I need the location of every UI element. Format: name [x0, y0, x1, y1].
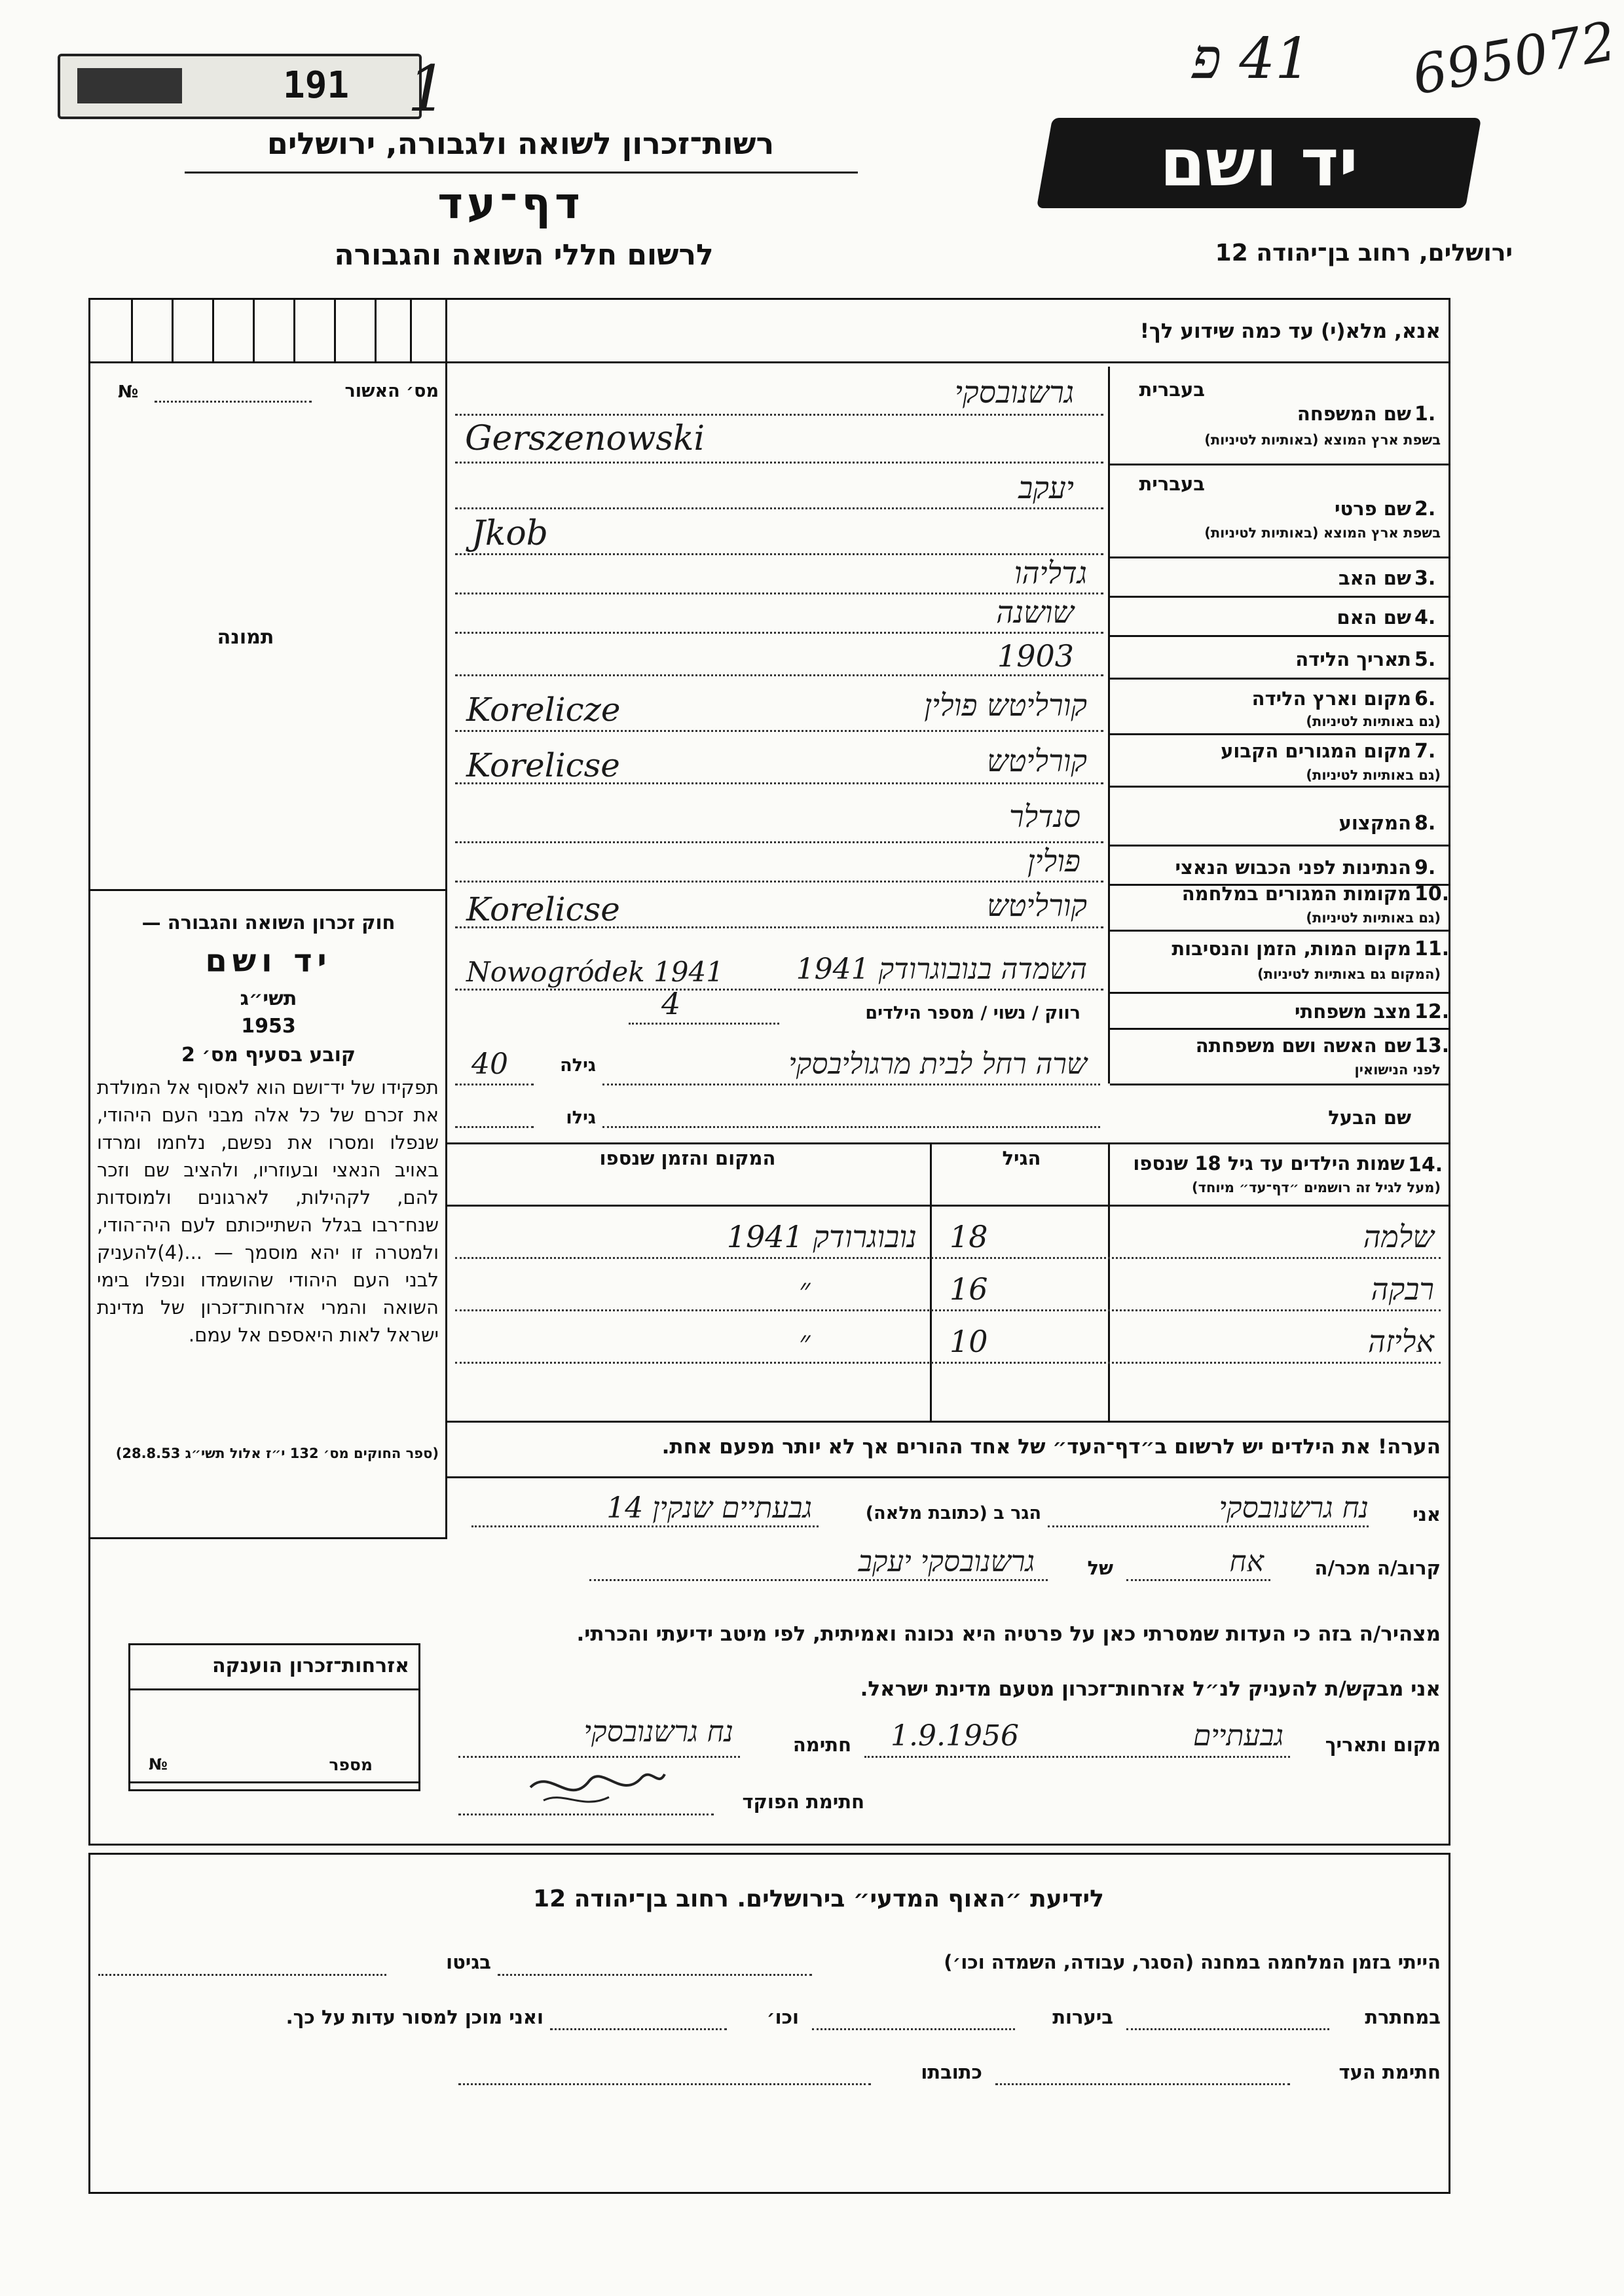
- field-1-he-line: [455, 414, 1103, 416]
- officer-signature-line: [458, 1813, 714, 1815]
- field-12-options: רווק / נשוי / מספר הילדים: [865, 1003, 1080, 1023]
- child-1-name: שלמה: [1363, 1219, 1434, 1254]
- declarant-name: נח גרשנובסקי: [1219, 1491, 1369, 1525]
- bottom-etc: וכו׳: [766, 2006, 799, 2028]
- field-7-label: מקום המגורים הקבוע: [1221, 740, 1411, 762]
- label-row-rule: [1110, 678, 1450, 680]
- field-1-sub: בשפת ארץ המוצא (באותיות לטיניות): [1204, 432, 1441, 448]
- photo-area-bottom: [88, 889, 447, 891]
- child-3-place: ״: [799, 1324, 811, 1359]
- citizenship-box: [128, 1643, 420, 1791]
- field-11-number: 11.: [1414, 938, 1450, 960]
- code-box-divider: [253, 298, 255, 361]
- label-row-rule: [1110, 596, 1450, 598]
- left-column-bottom: [88, 1537, 447, 1539]
- bottom-address-line: [458, 2083, 871, 2085]
- bottom-underground: במחתרת: [1365, 2006, 1441, 2028]
- declarant-of-line: [589, 1579, 1048, 1581]
- bottom-etc-line: [550, 2028, 727, 2030]
- field-1-label: שם המשפחה: [1297, 403, 1411, 425]
- code-boxes-bottom: [88, 361, 447, 363]
- field-10-label: מקומות המגורים במלחמה: [1181, 883, 1411, 905]
- children-table-bottom: [447, 1421, 1449, 1423]
- label-row-rule: [1110, 1084, 1450, 1085]
- bottom-title: לידיעת ״האוף המדעי״ בירושלים. רחוב בן־יהודה 12: [533, 1886, 1104, 1912]
- citizenship-number-rule: [130, 1781, 418, 1783]
- code-box-divider: [212, 298, 214, 361]
- declarant-name-line: [1048, 1525, 1369, 1527]
- child-2-place: ״: [799, 1271, 811, 1307]
- label-row-rule: [1110, 635, 1450, 637]
- children-table-top: [447, 1142, 1449, 1144]
- declarant-date: 1.9.1956: [891, 1719, 1019, 1753]
- field-3-value: גדליהו: [1014, 555, 1087, 591]
- bottom-forests: ביערות: [1052, 2006, 1113, 2028]
- child-1-age: 18: [950, 1219, 988, 1254]
- field-7-number: 7.: [1414, 740, 1436, 763]
- bottom-ghetto: בגיטו: [446, 1951, 491, 1973]
- field-8-label: המקצוע: [1338, 812, 1411, 834]
- label-row-rule: [1110, 930, 1450, 932]
- field-4-value: שושנה: [996, 594, 1074, 630]
- code-box-divider: [293, 298, 295, 361]
- frame-top: [88, 298, 1450, 300]
- declarant-relation-line: [1126, 1579, 1270, 1581]
- bottom-witness-line: [995, 2083, 1290, 2085]
- children-label: שמות הילדים עד גיל 18 שנספו: [1133, 1152, 1405, 1175]
- code-box-divider: [172, 298, 174, 361]
- citizenship-title-rule: [130, 1688, 418, 1690]
- frame-bottom: [88, 1844, 1450, 1846]
- field-6-sub: (גם באותיות לטיניות): [1306, 714, 1441, 729]
- field-2-value-lat: Jkob: [471, 514, 548, 553]
- declarant-lives-label: הגר ב (כתובת מלאה): [865, 1503, 1041, 1523]
- husband-age-label: גילו: [566, 1108, 596, 1128]
- form-title: דף־עד: [437, 178, 584, 228]
- husband-line: [602, 1126, 1100, 1128]
- frame-right: [1449, 298, 1450, 1846]
- field-7-sub: (גם באותיות לטיניות): [1306, 767, 1441, 783]
- field-6-label: מקום וארץ הלידה: [1251, 687, 1411, 710]
- husband-age-line: [455, 1126, 534, 1128]
- children-row-line: [455, 1257, 1441, 1259]
- child-3-age: 10: [950, 1324, 988, 1359]
- declarant-relation-label: קרוב/ה מכר/ה: [1314, 1557, 1441, 1579]
- declarant-i: אני: [1412, 1503, 1441, 1525]
- authority-title: רשות־זכרון לשואה ולגבורה, ירושלים: [267, 126, 775, 161]
- field-12-number: 12.: [1414, 1000, 1450, 1023]
- declarant-of-label: של: [1087, 1557, 1113, 1579]
- field-9-value: פולין: [1027, 843, 1080, 879]
- page-marker: 1: [407, 52, 448, 126]
- field-5-line: [455, 674, 1103, 676]
- logo-text: יד ושם: [1160, 124, 1359, 201]
- citizenship-number-label: מספר: [329, 1755, 373, 1774]
- field-12-value: 4: [661, 986, 681, 1021]
- declarant-address-line: [471, 1525, 819, 1527]
- frame-left: [88, 298, 90, 1846]
- declarant-relation: אח: [1229, 1545, 1264, 1578]
- approval-label: מס׳ האשור: [344, 381, 439, 401]
- children-header-rule: [447, 1205, 1449, 1207]
- label-row-rule: [1110, 786, 1450, 788]
- law-year-he: תשי״ג: [240, 987, 297, 1010]
- field-4-label: שם האם: [1337, 606, 1411, 629]
- field-1-value-lat: Gerszenowski: [465, 419, 705, 458]
- field-11-value-he: השמדה בנובוגרודק 1941: [796, 953, 1087, 986]
- left-column-divider: [445, 298, 447, 1539]
- code-box-divider: [131, 298, 133, 361]
- children-col-place: המקום והזמן שנספו: [599, 1147, 776, 1169]
- field-11-value-lat: Nowogródek 1941: [466, 956, 724, 988]
- bottom-ready: ואני מוכן למסור עדות על כך.: [286, 2006, 544, 2028]
- law-name: יד ושם: [205, 943, 332, 979]
- officer-signature-label: חתימת הפוקד: [742, 1791, 864, 1813]
- law-year: 1953: [241, 1015, 296, 1038]
- label-row-rule: [1110, 992, 1450, 994]
- place-date-label: מקום ותאריך: [1325, 1734, 1441, 1756]
- label-column-divider: [1108, 367, 1110, 1084]
- bottom-ghetto-line: [98, 1974, 386, 1976]
- archive-number: 695072: [1408, 10, 1621, 107]
- code-box-divider: [410, 298, 412, 361]
- children-col-divider-1: [1108, 1142, 1110, 1421]
- field-2-sub: בשפת ארץ המוצא (באותיות לטיניות): [1204, 525, 1441, 541]
- field-2-value-he: יעקב: [1018, 470, 1074, 505]
- declarant-of-name: גרשנובסקי יעקב: [858, 1545, 1035, 1578]
- field-5-value: 1903: [997, 638, 1074, 674]
- field-13-line: [602, 1084, 1100, 1085]
- bottom-witness-sig: חתימת העד: [1338, 2061, 1441, 2083]
- field-8-value: סנדלר: [1009, 799, 1080, 834]
- field-9-number: 9.: [1414, 856, 1436, 879]
- declaration-text: מצהיר/ה בזה כי העדות שמסרתי כאן על פרטיה היא נכונה ואמיתית, לפי מיטב ידיעתי והכרתי.: [576, 1622, 1441, 1646]
- code-box-divider: [334, 298, 336, 361]
- field-2-he-line: [455, 507, 1103, 509]
- field-10-sub: (גם באותיות לטיניות): [1306, 910, 1441, 926]
- bottom-camp-text: הייתי בזמן המלחמה במחנה (הסגר, עבודה, השמדה וכו׳): [944, 1951, 1441, 1973]
- field-4-line: [455, 632, 1103, 634]
- field-13-age-value: 40: [471, 1048, 508, 1081]
- bottom-section-right: [1449, 1853, 1450, 2193]
- field-1-number: 1.: [1414, 403, 1436, 426]
- intro-text: אנא, מלא(י) עד כמה שידוע לך!: [1139, 319, 1441, 343]
- note-text: הערה! את הילדים יש לרשום ב״דף־העד״ של אחד ההורים אך לא יותר מפעם אחת.: [661, 1435, 1441, 1459]
- child-2-age: 16: [950, 1271, 988, 1307]
- field-11-line: [455, 989, 1103, 991]
- photo-label: תמונה: [217, 626, 274, 649]
- field-2-hint: בעברית: [1139, 473, 1205, 495]
- citizenship-no-symbol: №: [149, 1755, 168, 1774]
- bottom-camp-line: [498, 1974, 812, 1976]
- field-1-value-he: גרשנובסקי: [954, 374, 1074, 410]
- field-9-line: [455, 881, 1103, 883]
- field-2-number: 2.: [1414, 498, 1436, 520]
- field-4-number: 4.: [1414, 606, 1436, 629]
- field-11-sub: (המקום גם באותיות לטיניות): [1257, 966, 1441, 982]
- field-1-hint: בעברית: [1139, 378, 1205, 401]
- child-2-name: רבקה: [1371, 1271, 1434, 1307]
- stamp-block: [77, 68, 182, 103]
- field-6-number: 6.: [1414, 687, 1436, 710]
- bottom-section-top: [88, 1853, 1450, 1855]
- field-7-value-he: קורליטש: [987, 743, 1087, 778]
- law-body: תפקידו של יד־ושם הוא לאסוף אל המולדת את זכרם של כל אלה מבני העם היהודי, שנפלו ומסרו את נפשם, נלחמו ומרדו באויב הנאצי ובעוזריו, ולהציב שם וזכר להם, לקהילות, לארגונים ולמוסדות שנח־רבו בגלל השתייכותם לעם היה־הודי, ולמטרה זו יהא מוסמך — ...(4)להעניק לבני העם היהודי שהושמדו ונפלו בימי השואה והמרי אזרחות־זכרון של מדינת ישראל לאות היאספם אל עמם.: [97, 1076, 439, 1346]
- declarant-place: גבעתיים: [1193, 1719, 1283, 1753]
- children-row-line: [455, 1309, 1441, 1311]
- field-11-label: מקום המות, הזמן והנסיבות: [1172, 938, 1411, 960]
- declarant-signature: נח גרשנובסקי: [583, 1715, 733, 1749]
- label-row-rule: [1110, 845, 1450, 847]
- child-3-name: אליזה: [1368, 1324, 1434, 1359]
- field-13-age-line: [455, 1084, 534, 1085]
- husband-label: שם הבעל: [1328, 1106, 1411, 1129]
- declarant-address: גבעתיים שנקין 14: [606, 1491, 812, 1525]
- children-col-age: הגיל: [1002, 1147, 1041, 1169]
- field-13-value: שרה רחל לבית מרגוליבסקי: [788, 1048, 1087, 1081]
- field-10-value-he: קורליטש: [987, 888, 1087, 923]
- handwritten-code: 41 פ: [1192, 26, 1311, 92]
- field-6-value-lat: Korelicze: [466, 691, 621, 729]
- field-3-number: 3.: [1414, 567, 1436, 590]
- bottom-underground-line: [1126, 2028, 1329, 2030]
- form-subtitle: לרשום חללי השואה והגבורה: [334, 238, 714, 272]
- label-row-rule: [1110, 556, 1450, 558]
- request-text: אני מבקש/ת להעניק לנ״ל אזרחות־זכרון מטעם מדינת ישראל.: [860, 1677, 1441, 1701]
- field-13-label: שם האשה ושם משפחתה: [1195, 1034, 1411, 1057]
- approval-no-symbol: №: [118, 382, 139, 402]
- approval-line: [155, 401, 312, 403]
- field-10-value-lat: Korelicse: [466, 890, 620, 928]
- children-row-line: [455, 1362, 1441, 1364]
- field-6-line: [455, 730, 1103, 732]
- child-1-place: נובוגרודק 1941: [726, 1219, 917, 1254]
- stamp-number: 191: [283, 64, 350, 107]
- field-12-label: מצב משפחתי: [1294, 1000, 1411, 1023]
- field-10-number: 10.: [1414, 883, 1450, 905]
- field-9-label: הנתינות לפני הכבוש הנאצי: [1175, 856, 1411, 879]
- field-5-label: תאריך הלידה: [1295, 648, 1411, 670]
- field-6-value-he: קורליטש פולין: [924, 687, 1087, 723]
- signature-line: [458, 1756, 740, 1758]
- label-row-rule: [1110, 464, 1450, 465]
- children-col-divider-2: [930, 1142, 932, 1421]
- field-12-line: [629, 1023, 779, 1025]
- signature-label: חתימה: [792, 1734, 851, 1756]
- note-rule: [447, 1476, 1449, 1478]
- bottom-forests-line: [812, 2028, 1015, 2030]
- field-3-label: שם האב: [1338, 567, 1411, 589]
- authority-underline: [185, 172, 858, 173]
- intro-rule: [447, 361, 1449, 363]
- children-number: 14.: [1408, 1154, 1443, 1176]
- label-row-rule: [1110, 733, 1450, 735]
- place-date-line: [864, 1756, 1290, 1758]
- archive-stamp: [58, 54, 422, 119]
- law-source: (ספר החוקים מס׳ 132 י״ז אלול תשי״ג 28.8.53): [115, 1446, 439, 1461]
- label-row-rule: [1110, 1028, 1450, 1030]
- field-13-age-label: גילה: [560, 1055, 596, 1076]
- field-1-lat-line: [455, 462, 1103, 464]
- citizenship-title: אזרחות־זכרון הוענקה: [212, 1654, 409, 1677]
- field-8-number: 8.: [1414, 812, 1436, 835]
- address: ירושלים, רחוב בן־יהודה 12: [1215, 240, 1513, 266]
- children-sub: (מעל לגיל זה רושמים ״דף־עד״ מיוחד): [1192, 1180, 1441, 1195]
- law-clause: קובע בסעיף מס׳ 2: [181, 1044, 356, 1066]
- yad-vashem-logo: [1037, 118, 1481, 208]
- signature-scribble: [524, 1761, 668, 1813]
- bottom-section-bottom: [88, 2192, 1450, 2194]
- bottom-section-left: [88, 1853, 90, 2193]
- code-box-divider: [375, 298, 377, 361]
- field-7-value-lat: Korelicse: [466, 746, 620, 784]
- law-title: חוק זכרון השואה והגבורה —: [141, 911, 396, 934]
- field-13-number: 13.: [1414, 1034, 1450, 1057]
- field-5-number: 5.: [1414, 648, 1436, 671]
- field-13-sub: לפני הנישואין: [1354, 1062, 1441, 1078]
- field-2-label: שם פרטי: [1334, 498, 1411, 520]
- bottom-address: כתובתו: [921, 2061, 982, 2083]
